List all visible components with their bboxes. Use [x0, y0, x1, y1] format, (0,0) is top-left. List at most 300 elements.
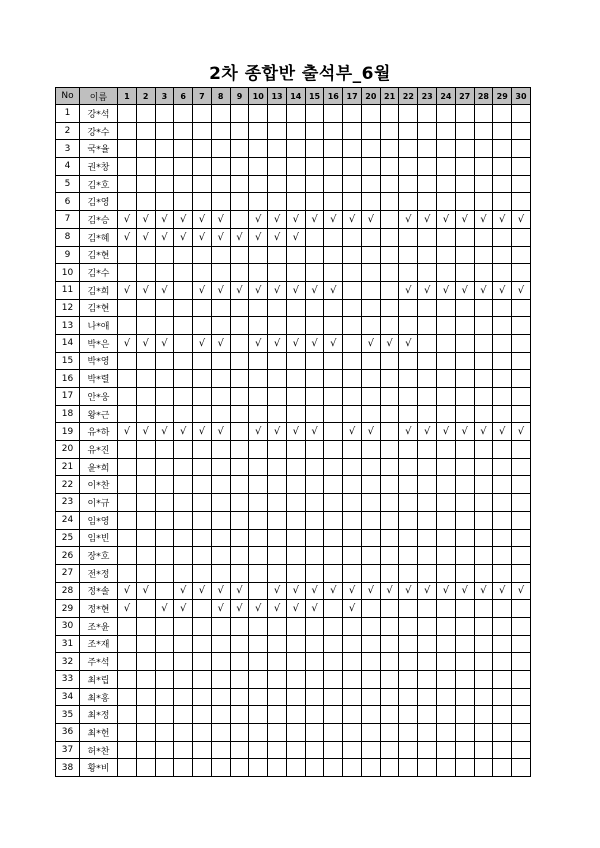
attendance-check: √ — [324, 334, 343, 352]
attendance-check: √ — [268, 600, 287, 618]
attendance-cell — [155, 476, 174, 494]
attendance-cell — [268, 105, 287, 123]
attendance-cell — [268, 564, 287, 582]
attendance-cell — [118, 458, 137, 476]
attendance-cell — [399, 317, 418, 335]
attendance-cell — [155, 635, 174, 653]
attendance-cell — [118, 158, 137, 176]
attendance-cell — [118, 264, 137, 282]
attendance-cell — [493, 246, 512, 264]
attendance-cell — [249, 264, 268, 282]
attendance-cell — [380, 370, 399, 388]
attendance-cell — [155, 158, 174, 176]
student-name: 박*영 — [80, 352, 118, 370]
attendance-cell — [249, 759, 268, 777]
attendance-cell — [136, 458, 155, 476]
attendance-cell — [286, 299, 305, 317]
attendance-check: √ — [474, 582, 493, 600]
attendance-cell — [118, 405, 137, 423]
attendance-cell — [286, 388, 305, 406]
attendance-cell — [174, 246, 193, 264]
attendance-check: √ — [474, 211, 493, 229]
attendance-cell — [286, 158, 305, 176]
attendance-cell — [268, 158, 287, 176]
attendance-check: √ — [118, 281, 137, 299]
student-name: 안*웅 — [80, 388, 118, 406]
attendance-cell — [324, 370, 343, 388]
attendance-cell — [361, 405, 380, 423]
attendance-cell — [455, 352, 474, 370]
attendance-cell — [343, 228, 362, 246]
attendance-cell — [493, 653, 512, 671]
attendance-cell — [230, 370, 249, 388]
attendance-check: √ — [324, 582, 343, 600]
attendance-cell — [343, 122, 362, 140]
attendance-cell — [268, 405, 287, 423]
table-row — [56, 458, 531, 476]
attendance-check: √ — [512, 211, 531, 229]
row-number: 8 — [56, 228, 80, 246]
attendance-cell — [474, 193, 493, 211]
attendance-cell — [155, 246, 174, 264]
student-name: 이*찬 — [80, 476, 118, 494]
attendance-cell — [174, 158, 193, 176]
attendance-cell — [455, 617, 474, 635]
attendance-cell — [286, 352, 305, 370]
attendance-check: √ — [418, 423, 437, 441]
attendance-check: √ — [305, 582, 324, 600]
table-row — [56, 635, 531, 653]
attendance-cell — [305, 246, 324, 264]
attendance-cell — [418, 706, 437, 724]
attendance-cell — [455, 688, 474, 706]
attendance-cell — [380, 193, 399, 211]
attendance-cell — [324, 600, 343, 618]
attendance-cell — [268, 140, 287, 158]
attendance-cell — [286, 476, 305, 494]
table-row — [56, 688, 531, 706]
attendance-cell — [455, 441, 474, 459]
attendance-cell — [249, 299, 268, 317]
attendance-cell — [380, 511, 399, 529]
student-name: 황*비 — [80, 759, 118, 777]
attendance-cell — [268, 264, 287, 282]
attendance-cell — [193, 299, 212, 317]
attendance-cell — [230, 193, 249, 211]
attendance-cell — [437, 122, 456, 140]
attendance-cell — [418, 158, 437, 176]
attendance-cell — [305, 688, 324, 706]
attendance-cell — [118, 317, 137, 335]
attendance-check: √ — [118, 600, 137, 618]
header-date: 10 — [249, 88, 268, 105]
attendance-check: √ — [437, 281, 456, 299]
row-number: 3 — [56, 140, 80, 158]
attendance-cell — [286, 140, 305, 158]
attendance-cell — [380, 175, 399, 193]
attendance-cell — [343, 476, 362, 494]
attendance-cell — [493, 388, 512, 406]
attendance-cell — [305, 564, 324, 582]
attendance-cell — [155, 264, 174, 282]
attendance-check: √ — [155, 423, 174, 441]
attendance-cell — [174, 370, 193, 388]
attendance-cell — [305, 759, 324, 777]
attendance-cell — [380, 105, 399, 123]
student-name: 김*현 — [80, 299, 118, 317]
table-row — [56, 122, 531, 140]
attendance-cell — [399, 671, 418, 689]
attendance-cell — [230, 671, 249, 689]
attendance-cell — [418, 317, 437, 335]
attendance-cell — [437, 140, 456, 158]
attendance-cell — [474, 105, 493, 123]
attendance-cell — [343, 635, 362, 653]
attendance-cell — [118, 547, 137, 565]
attendance-cell — [286, 264, 305, 282]
table-row — [56, 370, 531, 388]
attendance-cell — [193, 547, 212, 565]
attendance-cell — [174, 352, 193, 370]
attendance-cell — [380, 529, 399, 547]
attendance-cell — [512, 724, 531, 742]
table-row — [56, 388, 531, 406]
attendance-cell — [512, 193, 531, 211]
attendance-cell — [193, 635, 212, 653]
attendance-cell — [136, 175, 155, 193]
attendance-cell — [418, 334, 437, 352]
attendance-check: √ — [118, 228, 137, 246]
attendance-cell — [268, 317, 287, 335]
student-name: 정*현 — [80, 600, 118, 618]
attendance-cell — [249, 193, 268, 211]
attendance-cell — [437, 334, 456, 352]
attendance-cell — [155, 617, 174, 635]
attendance-cell — [155, 122, 174, 140]
attendance-cell — [136, 405, 155, 423]
row-number: 14 — [56, 334, 80, 352]
attendance-cell — [437, 494, 456, 512]
attendance-cell — [493, 688, 512, 706]
attendance-cell — [286, 122, 305, 140]
attendance-cell — [118, 352, 137, 370]
attendance-cell — [324, 706, 343, 724]
attendance-cell — [343, 370, 362, 388]
attendance-cell — [268, 122, 287, 140]
attendance-cell — [474, 724, 493, 742]
attendance-cell — [193, 476, 212, 494]
attendance-cell — [455, 388, 474, 406]
header-date: 20 — [361, 88, 380, 105]
attendance-cell — [399, 122, 418, 140]
attendance-cell — [380, 759, 399, 777]
attendance-cell — [418, 299, 437, 317]
attendance-cell — [230, 511, 249, 529]
attendance-cell — [324, 511, 343, 529]
attendance-check: √ — [193, 334, 212, 352]
attendance-cell — [211, 653, 230, 671]
attendance-cell — [305, 264, 324, 282]
attendance-check: √ — [286, 600, 305, 618]
attendance-cell — [249, 105, 268, 123]
attendance-cell — [512, 405, 531, 423]
attendance-cell — [286, 370, 305, 388]
student-name: 최*립 — [80, 671, 118, 689]
attendance-cell — [324, 193, 343, 211]
attendance-cell — [118, 105, 137, 123]
attendance-cell — [268, 246, 287, 264]
attendance-cell — [437, 228, 456, 246]
attendance-check: √ — [361, 211, 380, 229]
attendance-cell — [512, 494, 531, 512]
attendance-cell — [474, 370, 493, 388]
attendance-cell — [474, 158, 493, 176]
attendance-check: √ — [474, 281, 493, 299]
attendance-cell — [174, 441, 193, 459]
row-number: 5 — [56, 175, 80, 193]
attendance-cell — [174, 511, 193, 529]
attendance-cell — [305, 547, 324, 565]
attendance-cell — [343, 706, 362, 724]
row-number: 10 — [56, 264, 80, 282]
attendance-cell — [305, 617, 324, 635]
attendance-cell — [512, 458, 531, 476]
attendance-cell — [230, 352, 249, 370]
row-number: 11 — [56, 281, 80, 299]
attendance-cell — [474, 653, 493, 671]
attendance-cell — [418, 494, 437, 512]
attendance-cell — [437, 671, 456, 689]
attendance-cell — [512, 688, 531, 706]
row-number: 6 — [56, 193, 80, 211]
attendance-cell — [174, 529, 193, 547]
table-row — [56, 617, 531, 635]
attendance-cell — [361, 299, 380, 317]
attendance-cell — [512, 388, 531, 406]
header-no: No — [56, 88, 80, 105]
attendance-check: √ — [286, 281, 305, 299]
attendance-cell — [230, 476, 249, 494]
attendance-cell — [118, 529, 137, 547]
attendance-cell — [305, 388, 324, 406]
attendance-cell — [343, 564, 362, 582]
attendance-cell — [193, 264, 212, 282]
attendance-cell — [286, 564, 305, 582]
attendance-cell — [361, 441, 380, 459]
attendance-cell — [493, 617, 512, 635]
student-name: 장*호 — [80, 547, 118, 565]
student-name: 박*렬 — [80, 370, 118, 388]
attendance-cell — [455, 193, 474, 211]
attendance-check: √ — [437, 211, 456, 229]
attendance-cell — [305, 441, 324, 459]
attendance-cell — [455, 547, 474, 565]
attendance-cell — [418, 228, 437, 246]
attendance-check: √ — [493, 423, 512, 441]
attendance-cell — [155, 547, 174, 565]
table-row — [56, 653, 531, 671]
student-name: 최*헌 — [80, 724, 118, 742]
attendance-cell — [136, 246, 155, 264]
header-date: 8 — [211, 88, 230, 105]
attendance-cell — [193, 317, 212, 335]
attendance-cell — [136, 671, 155, 689]
table-row — [56, 724, 531, 742]
attendance-cell — [305, 105, 324, 123]
attendance-cell — [118, 476, 137, 494]
attendance-cell — [493, 529, 512, 547]
attendance-check: √ — [512, 281, 531, 299]
attendance-cell — [324, 352, 343, 370]
attendance-check: √ — [268, 582, 287, 600]
attendance-check: √ — [399, 582, 418, 600]
attendance-cell — [512, 299, 531, 317]
attendance-check: √ — [118, 423, 137, 441]
row-number: 32 — [56, 653, 80, 671]
attendance-cell — [512, 600, 531, 618]
attendance-cell — [512, 476, 531, 494]
attendance-cell — [493, 334, 512, 352]
attendance-cell — [418, 193, 437, 211]
attendance-cell — [361, 388, 380, 406]
attendance-cell — [155, 688, 174, 706]
attendance-cell — [268, 370, 287, 388]
attendance-cell — [512, 352, 531, 370]
attendance-cell — [343, 140, 362, 158]
attendance-cell — [286, 741, 305, 759]
attendance-cell — [474, 352, 493, 370]
attendance-check: √ — [230, 228, 249, 246]
attendance-cell — [474, 458, 493, 476]
attendance-cell — [249, 688, 268, 706]
table-row — [56, 158, 531, 176]
attendance-cell — [343, 741, 362, 759]
attendance-cell — [268, 617, 287, 635]
attendance-cell — [118, 441, 137, 459]
attendance-cell — [437, 741, 456, 759]
header-row — [56, 88, 531, 105]
attendance-cell — [268, 388, 287, 406]
attendance-cell — [136, 724, 155, 742]
attendance-cell — [343, 158, 362, 176]
attendance-cell — [193, 122, 212, 140]
attendance-cell — [118, 246, 137, 264]
table-row — [56, 175, 531, 193]
attendance-cell — [512, 671, 531, 689]
attendance-check: √ — [174, 423, 193, 441]
attendance-cell — [437, 158, 456, 176]
attendance-cell — [474, 688, 493, 706]
attendance-cell — [211, 317, 230, 335]
attendance-cell — [343, 388, 362, 406]
attendance-cell — [455, 706, 474, 724]
attendance-cell — [418, 388, 437, 406]
attendance-cell — [174, 476, 193, 494]
attendance-cell — [211, 122, 230, 140]
attendance-cell — [437, 724, 456, 742]
attendance-cell — [174, 547, 193, 565]
attendance-cell — [268, 653, 287, 671]
attendance-cell — [286, 529, 305, 547]
attendance-cell — [230, 759, 249, 777]
row-number: 28 — [56, 582, 80, 600]
attendance-cell — [399, 547, 418, 565]
header-date: 27 — [455, 88, 474, 105]
attendance-cell — [286, 547, 305, 565]
row-number: 23 — [56, 494, 80, 512]
attendance-cell — [136, 547, 155, 565]
attendance-cell — [474, 476, 493, 494]
attendance-cell — [512, 441, 531, 459]
attendance-cell — [324, 175, 343, 193]
attendance-cell — [380, 228, 399, 246]
attendance-check: √ — [380, 582, 399, 600]
attendance-check: √ — [418, 582, 437, 600]
attendance-cell — [268, 441, 287, 459]
attendance-cell — [493, 706, 512, 724]
attendance-cell — [268, 724, 287, 742]
attendance-cell — [174, 741, 193, 759]
attendance-cell — [343, 246, 362, 264]
attendance-cell — [437, 105, 456, 123]
attendance-cell — [136, 352, 155, 370]
attendance-cell — [380, 122, 399, 140]
header-date: 9 — [230, 88, 249, 105]
attendance-cell — [324, 617, 343, 635]
attendance-cell — [324, 529, 343, 547]
attendance-cell — [361, 317, 380, 335]
attendance-check: √ — [493, 211, 512, 229]
attendance-check: √ — [136, 211, 155, 229]
attendance-cell — [474, 405, 493, 423]
attendance-cell — [361, 635, 380, 653]
attendance-cell — [268, 547, 287, 565]
attendance-cell — [418, 724, 437, 742]
header-date: 29 — [493, 88, 512, 105]
student-name: 윤*희 — [80, 458, 118, 476]
attendance-check: √ — [399, 211, 418, 229]
row-number: 12 — [56, 299, 80, 317]
attendance-cell — [455, 317, 474, 335]
attendance-cell — [118, 635, 137, 653]
attendance-cell — [249, 617, 268, 635]
attendance-cell — [493, 476, 512, 494]
attendance-cell — [437, 370, 456, 388]
attendance-cell — [230, 299, 249, 317]
attendance-cell — [174, 264, 193, 282]
attendance-cell — [493, 759, 512, 777]
student-name: 조*재 — [80, 635, 118, 653]
attendance-cell — [361, 476, 380, 494]
attendance-check: √ — [305, 211, 324, 229]
student-name: 이*규 — [80, 494, 118, 512]
attendance-cell — [155, 494, 174, 512]
attendance-cell — [324, 741, 343, 759]
attendance-cell — [493, 671, 512, 689]
attendance-cell — [136, 264, 155, 282]
attendance-cell — [455, 759, 474, 777]
attendance-cell — [399, 140, 418, 158]
attendance-cell — [343, 688, 362, 706]
row-number: 27 — [56, 564, 80, 582]
attendance-cell — [305, 741, 324, 759]
attendance-cell — [418, 547, 437, 565]
student-name: 국*율 — [80, 140, 118, 158]
attendance-cell — [343, 458, 362, 476]
attendance-cell — [512, 175, 531, 193]
attendance-cell — [230, 246, 249, 264]
attendance-check: √ — [455, 281, 474, 299]
